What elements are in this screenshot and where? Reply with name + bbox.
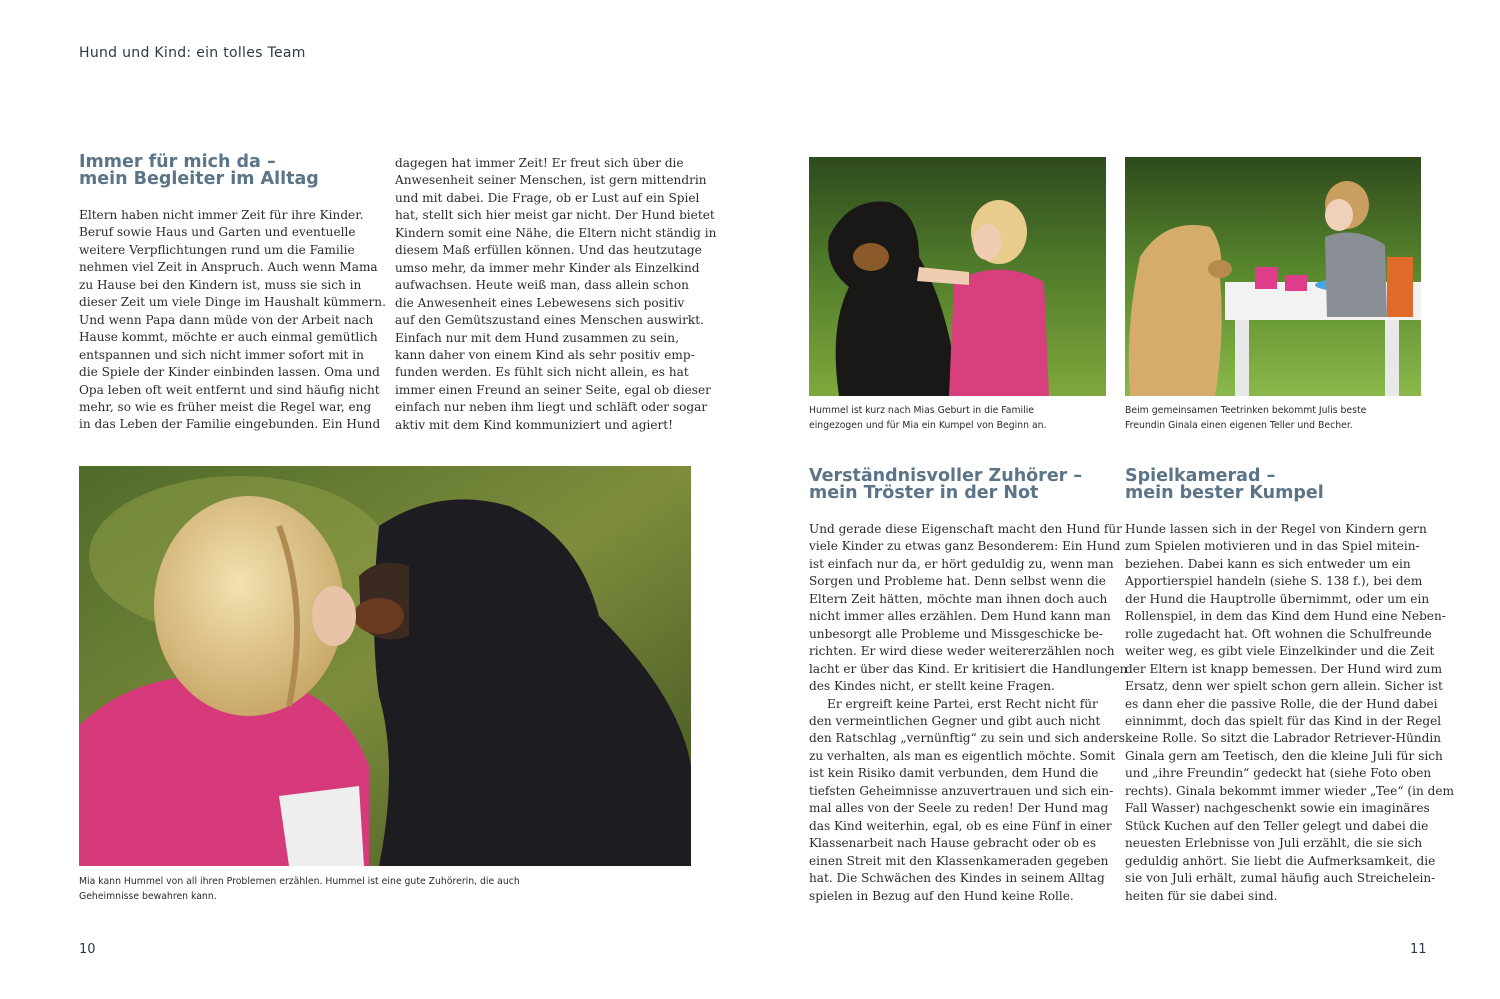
text-line: aufwachsen. Heute weiß man, dass allein schon: [395, 278, 689, 293]
text-line: unbesorgt alle Probleme und Missgeschicke be-: [809, 626, 1104, 641]
text-line: Hause kommt, möchte er auch einmal gemütlich: [79, 330, 378, 345]
text-line: hat. Die Schwächen des Kindes in seinem Alltag: [809, 871, 1105, 886]
caption-big-photo: [79, 874, 691, 904]
caption-line: Mia kann Hummel von all ihren Problemen erzählen. Hummel ist eine gute Zuhörerin, die auch: [79, 876, 520, 887]
text-line: der Hund die Hauptrolle übernimmt, oder um ein: [1125, 591, 1430, 606]
text-line: geduldig anhört. Sie liebt die Aufmerksamkeit, die: [1125, 853, 1436, 868]
heading-line: Spielkamerad –: [1125, 466, 1276, 486]
text-line: funden werden. Es fühlt sich nicht allein, es hat: [395, 365, 689, 380]
text-line: es dann eher die passive Rolle, die der Hund dabei: [1125, 696, 1438, 711]
text-line: sie von Juli erhält, zumal häufig auch Streichelein-: [1125, 871, 1436, 886]
text-line: Klassenarbeit nach Hause gebracht oder ob es: [809, 836, 1097, 851]
caption-line: Hummel ist kurz nach Mias Geburt in die Familie: [809, 405, 1035, 416]
text-line: Einfach nur mit dem Hund zusammen zu sein,: [395, 330, 679, 345]
text-line: zu verhalten, als man es eigentlich möchte. Somit: [809, 748, 1116, 763]
body-column-2: [395, 155, 717, 434]
text-line: richten. Er wird diese weder weitererzählen noch: [809, 644, 1115, 659]
photo-dog-and-girl-meadow: [809, 157, 1106, 396]
caption-line: eingezogen und für Mia ein Kumpel von Beginn an.: [809, 420, 1047, 431]
text-line: immer einen Freund an seiner Seite, egal ob dieser: [395, 382, 711, 397]
text-line: weitere Verpflichtungen rund um die Familie: [79, 242, 355, 257]
section-heading-listener: [809, 468, 1082, 502]
text-line: beziehen. Dabei kann es sich entweder um ein: [1125, 556, 1411, 571]
text-line: zum Spielen motivieren und in das Spiel mitein-: [1125, 539, 1420, 554]
text-line: und mit dabei. Die Frage, ob er Lust auf ein Spiel: [395, 190, 700, 205]
text-line: den vermeintlichen Gegner und gibt auch nicht: [809, 713, 1101, 728]
heading-line: Verständnisvoller Zuhörer –: [809, 466, 1083, 486]
text-line: das Kind weiterhin, egal, ob es eine Fünf in einer: [809, 818, 1112, 833]
text-line: den Ratschlag „vernünftig“ zu sein und sich anders: [809, 731, 1125, 746]
text-line: ist kein Risiko damit verbunden, dem Hund die: [809, 766, 1099, 781]
page-number-right: 11: [1410, 942, 1427, 957]
body-column-3: [809, 521, 1128, 905]
caption-line: Freundin Ginala einen eigenen Teller und Becher.: [1125, 420, 1353, 431]
text-line: dagegen hat immer Zeit! Er freut sich über die: [395, 156, 684, 170]
section-heading-companion: [79, 154, 319, 188]
text-line: heiten für sie dabei sind.: [1125, 888, 1278, 903]
text-line: entspannen und sich nicht immer sofort mit in: [79, 347, 364, 362]
text-line: Sorgen und Probleme hat. Denn selbst wenn die: [809, 574, 1106, 589]
photo-tea-party-with-dog: [1125, 157, 1421, 396]
photo-girl-with-dog: [79, 466, 691, 866]
heading-line: Immer für mich da –: [79, 152, 276, 172]
text-line: Und wenn Papa dann müde von der Arbeit nach: [79, 312, 374, 327]
text-line: einfach nur neben ihm liegt und schläft oder sogar: [395, 400, 708, 415]
text-line: auf den Gemütszustand eines Menschen auswirkt.: [395, 313, 704, 328]
text-line: die Anwesenheit eines Lebewesens sich positiv: [395, 295, 685, 310]
text-line: Eltern haben nicht immer Zeit für ihre Kinder.: [79, 208, 364, 222]
text-line: Stück Kuchen auf den Teller gelegt und dabei die: [1125, 818, 1429, 833]
heading-line: mein Begleiter im Alltag: [79, 169, 319, 189]
text-line: umso mehr, da immer mehr Kinder als Einzelkind: [395, 260, 700, 275]
text-line: viele Kinder zu etwas ganz Besonderem: Ein Hund: [809, 539, 1121, 554]
caption-line: Geheimnisse bewahren kann.: [79, 891, 217, 902]
text-line: Fall Wasser) nachgeschenkt sowie ein imaginäres: [1125, 801, 1430, 816]
text-line: Beruf sowie Haus und Garten und eventuelle: [79, 225, 356, 240]
text-line: die Spiele der Kinder einbinden lassen. Oma und: [79, 365, 380, 380]
text-line: Eltern Zeit hätten, möchte man ihnen doch auch: [809, 591, 1108, 606]
text-line: nehmen viel Zeit in Anspruch. Auch wenn Mama: [79, 260, 378, 275]
text-line: Er ergreift keine Partei, erst Recht nicht für: [827, 696, 1098, 711]
text-line: ist einfach nur da, er hört geduldig zu, wenn man: [809, 556, 1114, 571]
text-line: in das Leben der Familie eingebunden. Ein Hund: [79, 417, 381, 432]
heading-line: mein bester Kumpel: [1125, 483, 1324, 503]
text-line: nicht immer alles erzählen. Dem Hund kann man: [809, 609, 1111, 624]
text-line: mal alles von der Seele zu reden! Der Hund mag: [809, 801, 1109, 816]
text-line: mehr, so wie es früher meist die Regel war, eng: [79, 399, 372, 414]
text-line: zu Hause bei den Kindern ist, muss sie sich in: [79, 277, 362, 292]
caption-top-left-photo: [809, 403, 1106, 433]
text-line: spielen in Bezug auf den Hund keine Rolle.: [809, 888, 1074, 903]
text-line: Rollenspiel, in dem das Kind dem Hund eine Neben-: [1125, 609, 1446, 624]
text-line: dieser Zeit um viele Dinge im Haushalt kümmern.: [79, 295, 386, 310]
section-heading-playmate: [1125, 468, 1324, 502]
text-line: aktiv mit dem Kind kommuniziert und agiert!: [395, 417, 673, 432]
text-line: des Kindes nicht, er stellt keine Fragen.: [809, 679, 1055, 694]
text-line: Und gerade diese Eigenschaft macht den Hund für: [809, 522, 1122, 536]
text-line: der Eltern ist knapp bemessen. Der Hund wird zum: [1125, 661, 1443, 676]
text-line: Hunde lassen sich in der Regel von Kindern gern: [1125, 522, 1427, 536]
text-line: einnimmt, doch das spielt für das Kind in der Regel: [1125, 713, 1442, 728]
text-line: rechts). Ginala bekommt immer wieder „Tee“ (in dem: [1125, 783, 1454, 798]
text-line: neuesten Erlebnisse von Juli erzählt, die sie sich: [1125, 836, 1423, 851]
body-column-4: [1125, 521, 1454, 905]
text-line: tiefsten Geheimnisse anzuvertrauen und sich ein-: [809, 783, 1114, 798]
text-line: Anwesenheit seiner Menschen, ist gern mittendrin: [395, 173, 707, 188]
text-line: Opa leben oft weit entfernt und sind häufig nicht: [79, 382, 380, 397]
text-line: weiter weg, es gibt viele Einzelkinder und die Zeit: [1125, 644, 1435, 659]
text-line: diesem Maß erfüllen können. Und das heutzutage: [395, 243, 702, 258]
text-line: Apportierspiel handeln (siehe S. 138 f.), bei dem: [1125, 574, 1423, 589]
text-line: Ersatz, denn wer spielt schon gern allein. Sicher ist: [1125, 679, 1443, 694]
caption-top-right-photo: [1125, 403, 1421, 433]
text-line: rolle zugedacht hat. Oft wohnen die Schulfreunde: [1125, 626, 1432, 641]
text-line: keine Rolle. So sitzt die Labrador Retriever-Hündin: [1125, 731, 1442, 746]
running-head: Hund und Kind: ein tolles Team: [79, 45, 306, 61]
heading-line: mein Tröster in der Not: [809, 483, 1039, 503]
caption-line: Beim gemeinsamen Teetrinken bekommt Julis beste: [1125, 405, 1367, 416]
text-line: und „ihre Freundin“ gedeckt hat (siehe Foto oben: [1125, 766, 1432, 781]
text-line: einen Streit mit den Klassenkameraden gegeben: [809, 853, 1109, 868]
text-line: Kindern somit eine Nähe, die Eltern nicht ständig in: [395, 225, 717, 240]
text-line: Ginala gern am Teetisch, den die kleine Juli für sich: [1125, 748, 1443, 763]
text-line: hat, stellt sich hier meist gar nicht. Der Hund bietet: [395, 208, 715, 223]
text-line: lacht er über das Kind. Er kritisiert die Handlungen: [809, 661, 1128, 676]
body-column-1: [79, 207, 386, 434]
page-number-left: 10: [79, 942, 96, 957]
text-line: kann daher von einem Kind als sehr positiv emp-: [395, 347, 695, 362]
